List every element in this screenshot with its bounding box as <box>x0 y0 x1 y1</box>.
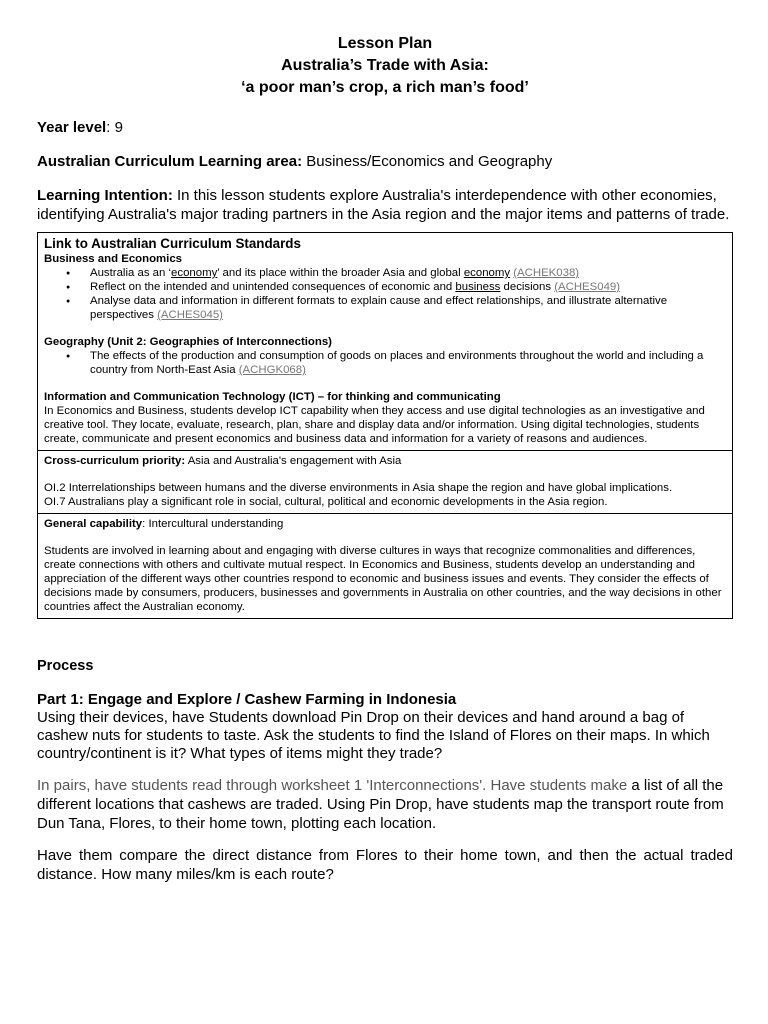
year-level-label: Year level <box>37 119 107 136</box>
learning-area <box>37 152 733 171</box>
business-heading: Business and Economics <box>44 253 182 265</box>
list-item: ● The effects of the production and consumption of goods on places and environments throughout the world and including a country from North-East Asia (ACHGK068) <box>90 349 726 377</box>
general-capability-line <box>44 517 726 531</box>
economy-link[interactable]: economy <box>463 267 511 279</box>
general-capability-value: : Intercultural understanding <box>142 518 284 530</box>
learning-intention <box>37 186 733 224</box>
learning-area-value: Business/Economics and Geography <box>302 153 553 170</box>
part1-heading: Part 1: Engage and Explore / Cashew Farming in Indonesia <box>37 691 457 708</box>
title-line-3: ‘a poor man’s crop, a rich man’s food’ <box>241 79 529 96</box>
part1-text: Using their devices, have Students download Pin Drop on their devices and hand around a bag of cashew nuts for students to taste. Ask the students to find the Island of Flores on their maps. In which country/continent is it? What types of items might they trade? <box>37 709 710 762</box>
year-level-value: : 9 <box>106 119 123 136</box>
cross-curriculum-label: Cross-curriculum priority: <box>44 455 186 467</box>
general-capability-cell <box>38 514 732 619</box>
learning-intention-text: In this lesson students explore Australia's interdependence with other economies, identifying Australia's major trading partners in the Asia region and the major items and patterns of trade. <box>37 187 730 223</box>
general-capability-label: General capability <box>44 518 143 530</box>
general-capability-text: Students are involved in learning about and engaging with diverse cultures in ways that recognize commonalities and differences, create connections with others and cultivate mutual respect. In Economics and Business, students develop an understanding and appreciation of the different ways other countries respond to economic and business issues and events. They consider the effects of decisions made by consumers, producers, businesses and governments in Australia on other countries, and the way decisions in other countries affect the Australian economy. <box>44 545 722 613</box>
list-item: ● Analyse data and information in different formats to explain cause and effect relationships, and illustrate alternative perspectives (ACHES045) <box>90 294 726 322</box>
learning-intention-label: Learning Intention: <box>37 187 173 204</box>
year-level <box>37 118 733 137</box>
lesson-plan-page <box>37 33 733 884</box>
title-line-2: Australia’s Trade with Asia: <box>281 57 489 74</box>
cross-curriculum-line <box>44 454 726 468</box>
standards-heading: Link to Australian Curriculum Standards <box>44 236 301 251</box>
business-list <box>44 266 726 322</box>
part1 <box>37 691 733 763</box>
ict-heading: Information and Communication Technology (ICT) – for thinking and communicating <box>44 391 501 403</box>
economy-link[interactable]: economy <box>171 267 218 279</box>
aches045-link[interactable]: (ACHES045) <box>157 309 223 321</box>
pairs-rest: a list of all the different locations that cashews are traded. Using Pin Drop, have students map the transport route from Dun Tana, Flores, to their home town, plotting each location. <box>37 777 724 832</box>
pairs-paragraph <box>37 776 733 833</box>
cross-curriculum-cell <box>38 451 732 514</box>
ict-text: In Economics and Business, students develop ICT capability when they access and use digital technologies as an investigative and creative tool. They locate, evaluate, research, plan, share and display data and/or information. Using digital technologies, students create, communicate and present economics and business data and information for a variety of reasons and audiences. <box>44 405 705 445</box>
compare-paragraph: Have them compare the direct distance from Flores to their home town, and then the actual traded distance. How many miles/km is each route? <box>37 847 733 883</box>
curriculum-table <box>37 232 733 619</box>
cross-curriculum-value: Asia and Australia's engagement with Asia <box>185 455 402 467</box>
aches049-link[interactable]: (ACHES049) <box>554 281 621 293</box>
business-link[interactable]: business <box>455 281 501 293</box>
title-line-1: Lesson Plan <box>337 35 433 52</box>
achgk068-link[interactable]: (ACHGK068) <box>238 364 306 376</box>
list-item: ● Reflect on the intended and unintended consequences of economic and business decisions (ACHES049) <box>90 280 726 294</box>
pairs-first-line: In pairs, have students read through worksheet 1 'Interconnections'. Have students make <box>37 777 628 794</box>
achek038-link[interactable]: (ACHEK038) <box>513 267 580 279</box>
standards-cell <box>38 233 732 451</box>
oi7-text: OI.7 Australians play a significant role in social, cultural, political and economic developments in the Asia region. <box>44 496 608 508</box>
geography-list <box>44 349 726 377</box>
oi2-text: OI.2 Interrelationships between humans and the diverse environments in Asia shape the region and have global implications. <box>44 482 673 494</box>
geography-heading: Geography (Unit 2: Geographies of Interconnections) <box>44 336 332 348</box>
list-item: ● Australia as an ‘economy’ and its place within the broader Asia and global economy (ACHEK038) <box>90 266 726 280</box>
process-heading: Process <box>37 658 94 674</box>
learning-area-label: Australian Curriculum Learning area: <box>37 153 303 170</box>
